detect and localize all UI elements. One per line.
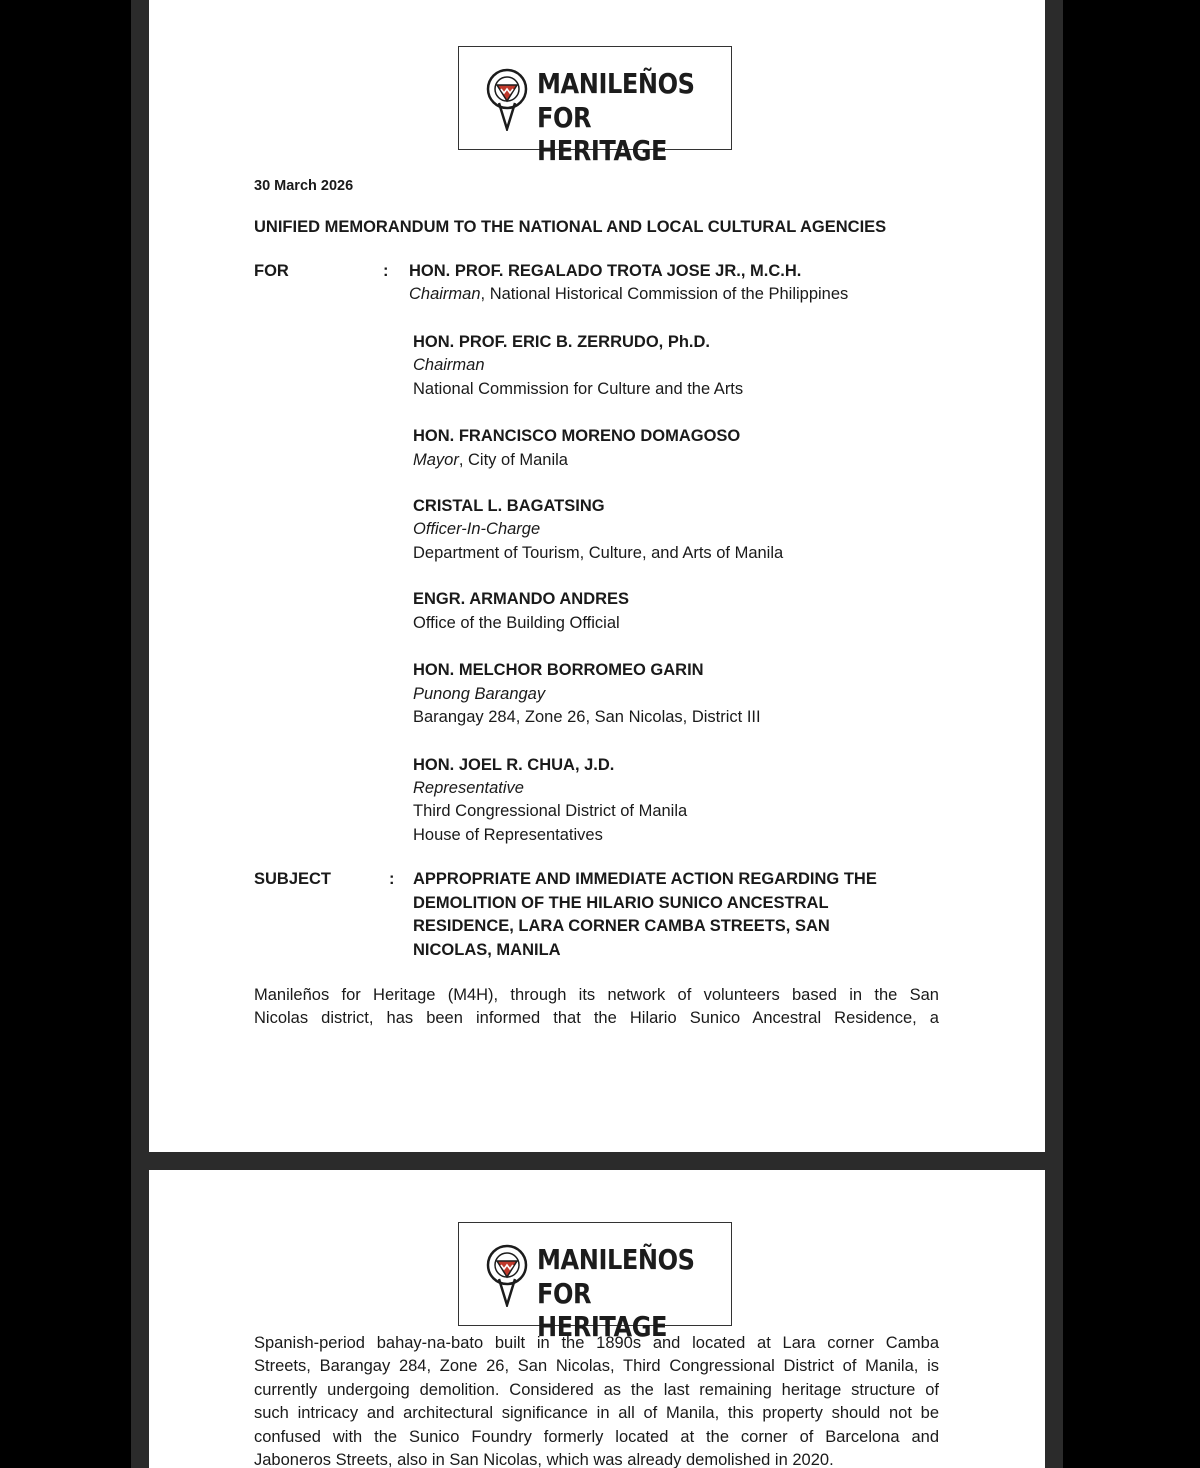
body-line: Spanish-period bahay-na-bato built in the 1890s and located at Lara corner Camba bbox=[254, 1334, 939, 1352]
recipient-title bbox=[413, 450, 568, 470]
recipient-name: HON. JOEL R. CHUA, J.D. bbox=[413, 756, 615, 774]
right-border-stripe bbox=[1045, 0, 1063, 1468]
header-logo bbox=[458, 1222, 732, 1343]
recipient-title-italic: Chairman bbox=[409, 285, 481, 303]
logo-line-2: FOR HERITAGE bbox=[537, 101, 668, 167]
document-page-2[interactable] bbox=[149, 1170, 1045, 1468]
body-line: currently undergoing demolition. Considered as the last remaining heritage structure of bbox=[254, 1381, 939, 1399]
heritage-pin-icon bbox=[485, 67, 529, 131]
recipient-org: Third Congressional District of Manila bbox=[413, 802, 688, 820]
memo-date: 30 March 2026 bbox=[254, 178, 354, 194]
recipient-title: Punong Barangay bbox=[413, 685, 546, 703]
document-page-1[interactable] bbox=[149, 0, 1045, 1152]
subject-colon: : bbox=[389, 870, 395, 888]
recipient-title-suffix: , City of Manila bbox=[458, 451, 568, 469]
for-label: FOR bbox=[254, 262, 289, 280]
recipient-title-suffix: , National Historical Commission of the Philippines bbox=[480, 285, 849, 303]
logo-line-1: MANILEÑOS bbox=[537, 67, 695, 100]
recipient-title-italic: Mayor bbox=[413, 451, 459, 469]
body-line: Manileños for Heritage (M4H), through its network of volunteers based in the San bbox=[254, 986, 939, 1004]
recipient-name: ENGR. ARMANDO ANDRES bbox=[413, 590, 630, 608]
body-line: such intricacy and architectural significance in all of Manila, this property should not be bbox=[254, 1404, 939, 1422]
recipient-org: National Commission for Culture and the Arts bbox=[413, 380, 744, 398]
for-colon: : bbox=[383, 262, 389, 280]
left-border-stripe bbox=[131, 0, 149, 1468]
page-separator bbox=[131, 1152, 1063, 1170]
body-line: Nicolas district, has been informed that the Hilario Sunico Ancestral Residence, a bbox=[254, 1009, 939, 1027]
recipient-name: HON. MELCHOR BORROMEO GARIN bbox=[413, 661, 704, 679]
header-logo bbox=[458, 46, 732, 167]
recipient-name: HON. PROF. ERIC B. ZERRUDO, Ph.D. bbox=[413, 333, 711, 351]
recipient-name: HON. FRANCISCO MORENO DOMAGOSO bbox=[413, 427, 741, 445]
recipient-title: Officer-In-Charge bbox=[413, 520, 541, 538]
logo-line-2: FOR HERITAGE bbox=[537, 1277, 668, 1343]
subject-label: SUBJECT bbox=[254, 870, 332, 888]
body-line: Streets, Barangay 284, Zone 26, San Nicolas, Third Congressional District of Manila, is bbox=[254, 1357, 939, 1375]
body-line: Jaboneros Streets, also in San Nicolas, which was already demolished in 2020. bbox=[254, 1451, 834, 1468]
subject-line: APPROPRIATE AND IMMEDIATE ACTION REGARDING THE bbox=[413, 870, 877, 888]
subject-line: NICOLAS, MANILA bbox=[413, 941, 561, 959]
recipient-org-secondary: House of Representatives bbox=[413, 826, 603, 844]
body-line: confused with the Sunico Foundry formerly located at the corner of Barcelona and bbox=[254, 1428, 939, 1446]
subject-line: DEMOLITION OF THE HILARIO SUNICO ANCESTRAL bbox=[413, 894, 829, 912]
recipient-org: Barangay 284, Zone 26, San Nicolas, District III bbox=[413, 708, 761, 726]
recipient-org: Office of the Building Official bbox=[413, 614, 620, 632]
recipient-title: Chairman bbox=[413, 356, 485, 374]
memo-title: UNIFIED MEMORANDUM TO THE NATIONAL AND LOCAL CULTURAL AGENCIES bbox=[254, 218, 887, 236]
logo-line-1: MANILEÑOS bbox=[537, 1243, 695, 1276]
recipient-name: HON. PROF. REGALADO TROTA JOSE JR., M.C.H. bbox=[409, 262, 802, 280]
recipient-title bbox=[409, 284, 848, 304]
subject-line: RESIDENCE, LARA CORNER CAMBA STREETS, SAN bbox=[413, 917, 830, 935]
recipient-title: Representative bbox=[413, 779, 524, 797]
heritage-pin-icon bbox=[485, 1243, 529, 1307]
recipient-org: Department of Tourism, Culture, and Arts of Manila bbox=[413, 544, 784, 562]
recipient-name: CRISTAL L. BAGATSING bbox=[413, 497, 605, 515]
